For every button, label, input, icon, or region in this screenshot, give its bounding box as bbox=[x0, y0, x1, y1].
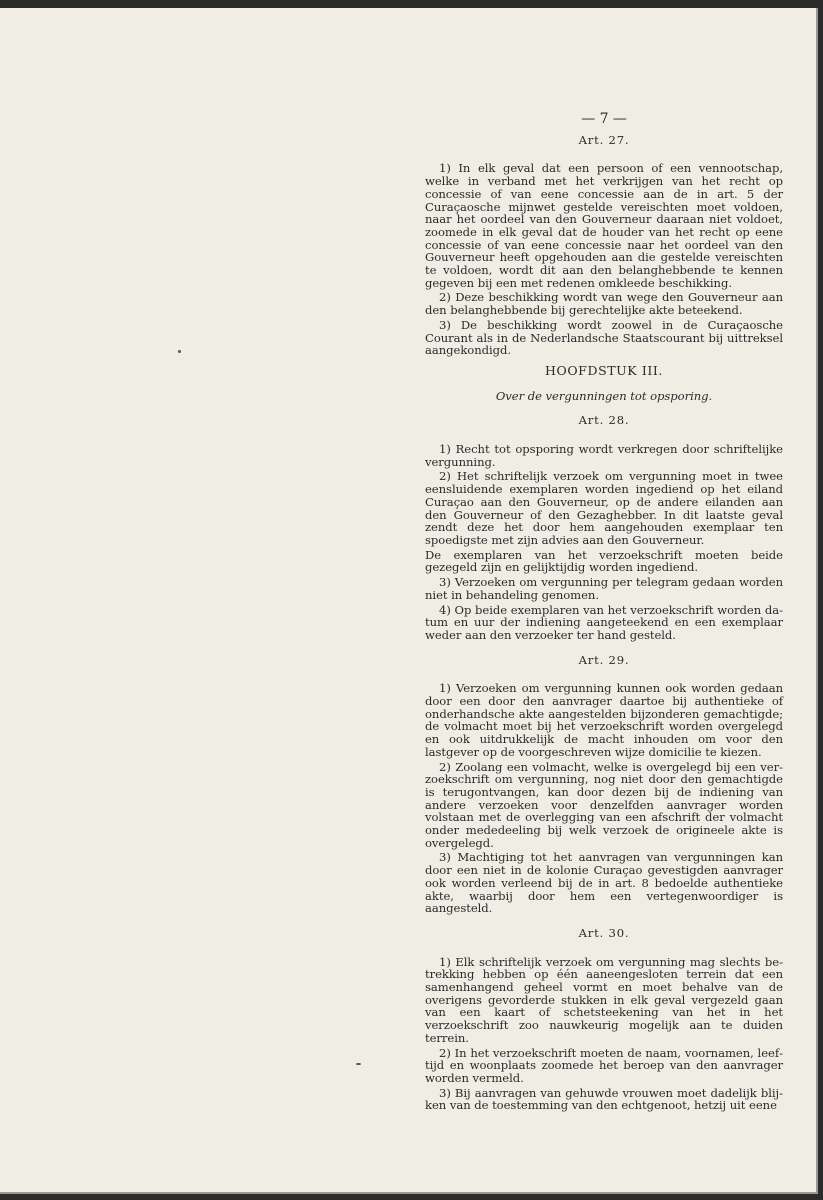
article-30-paragraph-1: 1) Elk schriftelijk verzoek om vergunning mag slechts betrekking hebben op één aaneengesloten terrein dat een samenhangend geheel vormt en moet behalve van de overigens gevorderde stukken in elk geval vergezeld gaan van een kaart of schetsteekening van het in het verzoekschrift zoo nauwkeurig mogelijk aan te duiden terrein. bbox=[425, 954, 783, 1045]
article-29-paragraph-2: 2) Zoolang een volmacht, welke is overgelegd bij een verzoekschrift om vergunning, nog niet door den gemachtigde is terugontvangen, kan door dezen bij de indiening van andere verzoeken voor denzelfden aanvrager worden volstaan met de overlegging van een afschrift der volmacht onder mededeeling bij welk verzoek de origineele akte is overgelegd. bbox=[425, 759, 783, 850]
article-30-paragraph-2: 2) In het verzoekschrift moeten de naam, voornamen, leeftijd en woonplaats zoomede het beroep van den aanvrager worden vermeld. bbox=[425, 1045, 783, 1085]
article-27-paragraph-2: 2) Deze beschikking wordt van wege den Gouverneur aan den belanghebbende bij gerechtelijke akte beteekend. bbox=[425, 290, 783, 318]
article-30-title: Art. 30. bbox=[578, 925, 630, 940]
article-29-paragraph-3: 3) Machtiging tot het aanvragen van vergunningen kan door een niet in de kolonie Curaçao gevestigden aanvrager ook worden verleend bij de in art. 8 bedoelde authentieke akte, waarbij door hem een vertegenwoordiger is aangesteld. bbox=[425, 850, 783, 916]
article-28-paragraph-3: 3) Verzoeken om vergunning per telegram gedaan worden niet in behandeling genomen. bbox=[425, 575, 783, 602]
article-27-paragraph-1: 1) In elk geval dat een persoon of een vennootschap, welke in verband met het verkrijgen van het recht op concessie of van eene concessie aan de in art. 5 der Curaçaosche mijnwet gestelde vereischten moet voldoen, naar het oordeel van den Gouverneur daaraan niet voldoet, zoomede in elk geval dat de houder van het recht op eene concessie of van eene concessie naar het oordeel van den Gouverneur heeft opgehouden aan die gestelde vereischten te voldoen, wordt dit aan den belanghebbende te kennen gegeven bij een met redenen omkleede beschikking. bbox=[425, 161, 783, 290]
article-28-paragraph-1: 1) Recht tot opsporing wordt verkregen door schriftelijke vergunning. bbox=[425, 442, 783, 469]
article-28-paragraph-2b: De exemplaren van het verzoekschrift moeten beide gezegeld zijn en gelijktijdig worden ingediend. bbox=[425, 547, 783, 575]
article-29-paragraph-1: 1) Verzoeken om vergunning kunnen ook worden gedaan door een door den aanvrager daartoe bij authentieke of onderhandsche akte aangestelden bijzonderen gemachtigde; de volmacht moet bij het verzoekschrift worden overgelegd en ook uitdrukkelijk de macht inhouden om voor den lastgever op de voorgeschreven wijze domicilie te kiezen. bbox=[425, 681, 783, 759]
article-30-paragraph-3: 3) Bij aanvragen van gehuwde vrouwen moet dadelijk blijken van de toestemming van den echtgenoot, hetzij uit eene bbox=[425, 1085, 783, 1113]
article-28-paragraph-2: 2) Het schriftelijk verzoek om vergunning moet in twee eensluidende exemplaren worden ingediend op het eiland Curaçao aan den Gouverneur, op de andere eilanden aan den Gouverneur of den Gezaghebber. In dit laatste geval zendt deze het door hem aangehouden exemplaar ten spoedigste met zijn advies aan den Gouverneur. bbox=[425, 469, 783, 547]
article-28-paragraph-4: 4) Op beide exemplaren van het verzoekschrift worden datum en uur der indiening aangeteekend en een exemplaar weder aan den verzoeker ter hand gesteld. bbox=[425, 602, 783, 642]
paper-speck bbox=[178, 350, 181, 353]
article-27-title: Art. 27. bbox=[578, 132, 630, 147]
text-column bbox=[425, 113, 783, 1114]
page-number: — 7 — bbox=[581, 111, 627, 127]
paper-speck bbox=[356, 1063, 361, 1065]
chapter-subtitle: Over de vergunningen tot opsporing. bbox=[495, 388, 713, 403]
document-page bbox=[0, 8, 818, 1194]
article-28-title: Art. 28. bbox=[578, 413, 630, 428]
article-29-title: Art. 29. bbox=[578, 652, 630, 667]
article-27-paragraph-3: 3) De beschikking wordt zoowel in de Curaçaosche Courant als in de Nederlandsche Staatscourant bij uittreksel aangekondigd. bbox=[425, 317, 783, 358]
chapter-title: HOOFDSTUK III. bbox=[544, 362, 664, 378]
